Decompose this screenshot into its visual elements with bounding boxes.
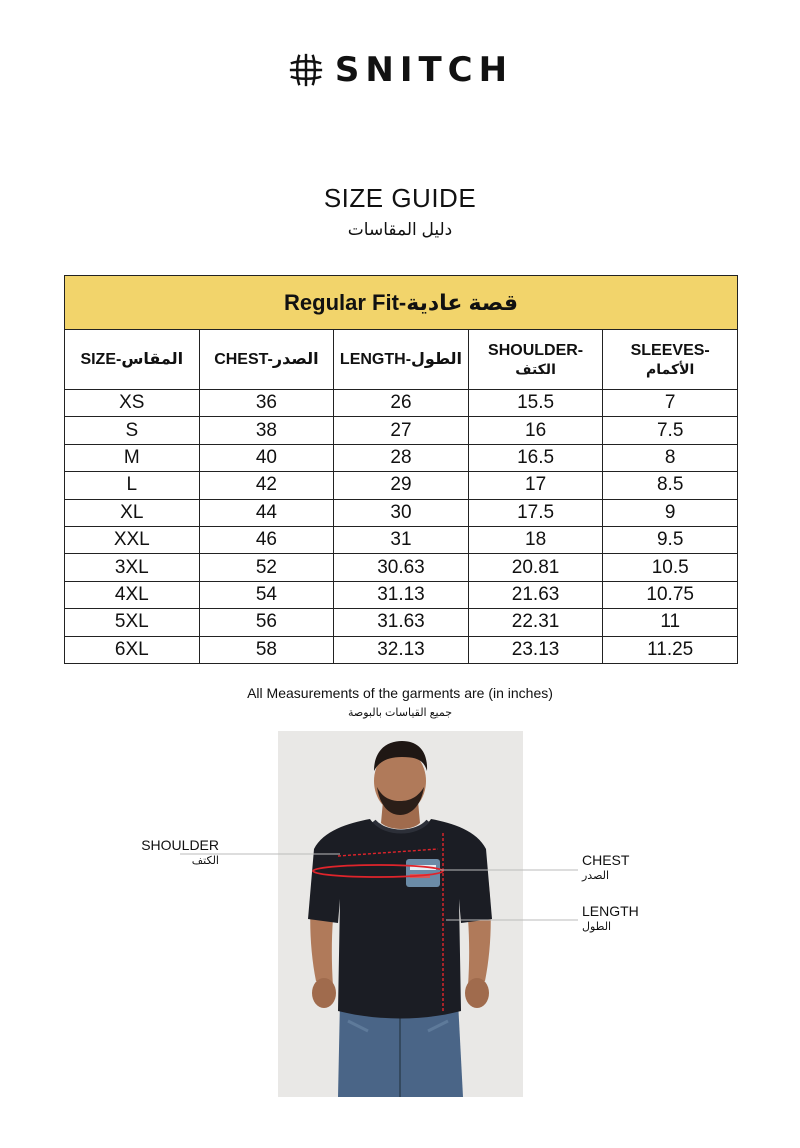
cell-shoulder: 16 bbox=[468, 417, 603, 444]
cell-sleeves: 7 bbox=[603, 390, 738, 417]
page-title-arabic: دليل المقاسات bbox=[347, 220, 453, 239]
header-shoulder-ar: الكتف bbox=[515, 360, 556, 377]
length-label bbox=[582, 903, 639, 935]
brand-logo bbox=[0, 50, 800, 90]
cell-length: 28 bbox=[334, 444, 469, 471]
header-shoulder-en: SHOULDER- bbox=[488, 341, 584, 359]
header-length-ar: الطول bbox=[411, 350, 463, 368]
table-row bbox=[65, 417, 738, 444]
column-header-row bbox=[65, 330, 738, 390]
cell-shoulder: 17 bbox=[468, 472, 603, 499]
cell-sleeves: 9 bbox=[603, 499, 738, 526]
size-table bbox=[64, 275, 738, 664]
cell-sleeves: 7.5 bbox=[603, 417, 738, 444]
table-row bbox=[65, 636, 738, 663]
cell-sleeves: 10.5 bbox=[603, 554, 738, 581]
cell-length: 30.63 bbox=[334, 554, 469, 581]
table-row bbox=[65, 444, 738, 471]
cell-sleeves: 11 bbox=[603, 609, 738, 636]
cell-chest: 58 bbox=[199, 636, 334, 663]
cell-size: 4XL bbox=[65, 581, 200, 608]
fit-header-row bbox=[65, 276, 738, 330]
cell-chest: 36 bbox=[199, 390, 334, 417]
header-sleeves-en: SLEEVES- bbox=[630, 341, 710, 359]
cell-chest: 42 bbox=[199, 472, 334, 499]
cell-length: 31.63 bbox=[334, 609, 469, 636]
chest-label-en: CHEST bbox=[582, 852, 630, 868]
cell-size: XS bbox=[65, 390, 200, 417]
cell-chest: 54 bbox=[199, 581, 334, 608]
measurement-note-arabic: جميع القياسات بالبوصة bbox=[347, 707, 453, 719]
cell-size: 3XL bbox=[65, 554, 200, 581]
cell-chest: 52 bbox=[199, 554, 334, 581]
header-size-ar: المقاس bbox=[121, 350, 184, 368]
header-chest-ar: الصدر bbox=[272, 350, 319, 368]
header-size-en: SIZE- bbox=[80, 350, 122, 368]
cell-size: L bbox=[65, 472, 200, 499]
cell-shoulder: 18 bbox=[468, 526, 603, 553]
shoulder-label bbox=[133, 837, 219, 869]
table-row bbox=[65, 499, 738, 526]
header-chest-en: CHEST- bbox=[214, 350, 273, 368]
length-label-ar: الطول bbox=[582, 921, 612, 933]
cell-shoulder: 20.81 bbox=[468, 554, 603, 581]
length-label-en: LENGTH bbox=[582, 903, 639, 919]
table-row bbox=[65, 554, 738, 581]
cell-size: S bbox=[65, 417, 200, 444]
table-row bbox=[65, 390, 738, 417]
cell-chest: 46 bbox=[199, 526, 334, 553]
model-photo bbox=[278, 731, 523, 1097]
header-size bbox=[65, 330, 200, 390]
fit-label: Regular Fit-قصة عادية bbox=[65, 276, 738, 330]
size-table-body bbox=[65, 390, 738, 664]
cell-size: M bbox=[65, 444, 200, 471]
brand-name: SNITCH bbox=[334, 50, 514, 90]
header-sleeves bbox=[603, 330, 738, 390]
shoulder-label-en: SHOULDER bbox=[141, 837, 219, 853]
chest-label-ar: الصدر bbox=[582, 870, 610, 882]
cell-chest: 38 bbox=[199, 417, 334, 444]
cell-shoulder: 15.5 bbox=[468, 390, 603, 417]
cell-chest: 40 bbox=[199, 444, 334, 471]
cell-length: 31.13 bbox=[334, 581, 469, 608]
cell-sleeves: 8.5 bbox=[603, 472, 738, 499]
cell-sleeves: 9.5 bbox=[603, 526, 738, 553]
model-illustration bbox=[278, 731, 523, 1097]
header-length bbox=[334, 330, 469, 390]
page-title: SIZE GUIDE bbox=[323, 183, 477, 213]
table-row bbox=[65, 526, 738, 553]
header-shoulder bbox=[468, 330, 603, 390]
table-row bbox=[65, 609, 738, 636]
table-row bbox=[65, 581, 738, 608]
cell-shoulder: 23.13 bbox=[468, 636, 603, 663]
cell-shoulder: 17.5 bbox=[468, 499, 603, 526]
cell-length: 30 bbox=[334, 499, 469, 526]
cell-length: 32.13 bbox=[334, 636, 469, 663]
header-sleeves-ar: الأكمام bbox=[646, 360, 695, 377]
shoulder-label-ar: الكتف bbox=[191, 855, 219, 867]
cell-length: 31 bbox=[334, 526, 469, 553]
cell-sleeves: 10.75 bbox=[603, 581, 738, 608]
cell-sleeves: 11.25 bbox=[603, 636, 738, 663]
cell-shoulder: 16.5 bbox=[468, 444, 603, 471]
cell-length: 29 bbox=[334, 472, 469, 499]
cell-chest: 44 bbox=[199, 499, 334, 526]
cell-size: XXL bbox=[65, 526, 200, 553]
cell-shoulder: 21.63 bbox=[468, 581, 603, 608]
cell-length: 26 bbox=[334, 390, 469, 417]
chest-label bbox=[582, 852, 629, 884]
cell-chest: 56 bbox=[199, 609, 334, 636]
cell-sleeves: 8 bbox=[603, 444, 738, 471]
header-chest bbox=[199, 330, 334, 390]
cell-size: XL bbox=[65, 499, 200, 526]
cell-size: 5XL bbox=[65, 609, 200, 636]
cell-shoulder: 22.31 bbox=[468, 609, 603, 636]
cell-size: 6XL bbox=[65, 636, 200, 663]
snitch-hash-icon bbox=[287, 51, 325, 89]
measurement-note: All Measurements of the garments are (in inches) bbox=[247, 685, 553, 701]
header-length-en: LENGTH- bbox=[339, 350, 412, 368]
table-row bbox=[65, 472, 738, 499]
cell-length: 27 bbox=[334, 417, 469, 444]
